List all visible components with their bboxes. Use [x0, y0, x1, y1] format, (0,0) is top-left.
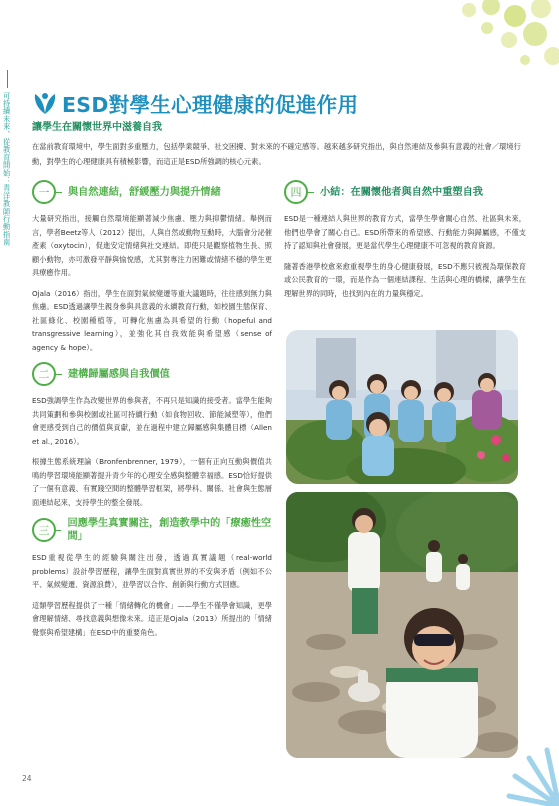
section-heading	[32, 362, 272, 386]
section-connector	[56, 192, 62, 193]
section-connector	[308, 192, 314, 193]
section-heading	[32, 180, 272, 204]
side-tab-line	[7, 70, 8, 88]
decorative-dots	[449, 0, 559, 80]
section-paragraph: 大量研究指出，接觸自然環境能顯著減少焦慮、壓力與抑鬱情緒。舉例而言，學者Beetz等人（2012）提出，人與自然或動物互動時，大腦會分泌催產素（oxytocin），促進安定情緒與社交連結。即使只是觀察植物生長、照顧小動物，亦可激發平靜與愉悅感，尤其對專注力困難或情緒不穩的學生更具療癒作用。	[32, 214, 272, 277]
section-heading	[284, 180, 526, 204]
side-tab	[0, 70, 14, 246]
section-number: 二	[32, 362, 56, 386]
section-paragraph: ESD是一種連結人與世界的教育方式，當學生學會關心自然、社區與未來，他們也學會了關心自己。ESD所帶來的希望感、行動能力與歸屬感，不僅支持了認知與社會發展，更是當代學生心理健康不可忽視的教育資源。	[284, 214, 526, 250]
section-connector	[56, 374, 62, 375]
section-heading	[32, 517, 272, 543]
right-column	[284, 180, 526, 307]
leaf-logo-icon	[32, 91, 58, 115]
intro-paragraph: 在當前教育環境中，學生面對多重壓力，包括學業競爭、社交困擾、對未來的不確定感等。越來越多研究指出，與自然連結及參與有意義的社會／環境行動，對學生的心理健康具有積極影響，而這正是ESD所強調的核心元素。	[32, 142, 521, 166]
section-4	[284, 180, 526, 300]
section-number: 一	[32, 180, 56, 204]
students-garden-photo	[286, 330, 518, 484]
section-title: 小結：在關懷他者與自然中重塑自我	[320, 186, 483, 198]
section-connector	[56, 530, 61, 531]
section-paragraph: ESD強調學生作為改變世界的參與者，不再只是知識的接受者。當學生能夠共同策劃和參與校園或社區可持續行動（如食物回收、節能減塑等），他們會更感受到自己的價值與貢獻，並在過程中建立歸屬感與集體目標（Allen et al., 2016）。	[32, 396, 272, 446]
section-paragraph: ESD重視從學生的經驗與關注出發，透過真實議題（real-world problems）設計學習歷程，讓學生面對真實世界的不安與矛盾（例如不公平、氣候變遷、資源浪費），並學習以合作、創新與行動方式回應。	[32, 553, 272, 589]
section-2	[32, 362, 272, 509]
section-paragraph: 這類學習歷程提供了一種「情緒轉化的機會」——學生不僅學會知識，更學會理解情緒、尋找意義與想像未來。這正是Ojala（2013）所提出的「情緒覺察與希望建構」在ESD中的重要角色。	[32, 600, 272, 637]
section-paragraph: Ojala（2016）指出，學生在面對氣候變遷等重大議題時，往往感到無力與焦慮。ESD透過讓學生親身參與具意義的永續教育行動，如校園生態保育、社區綠化、校園種植等，可轉化焦慮為具希望的行動（hopeful and transgressive learning），並強化其自我效能與希望感（sense of agency & hope）。	[32, 288, 272, 352]
page-subtitle: 讓學生在關懷世界中滋養自我	[32, 122, 162, 133]
section-number: 三	[32, 518, 56, 542]
page-title: ESD對學生心理健康的促進作用	[62, 93, 359, 117]
section-title: 回應學生真實關注，創造教學中的「療癒性空間」	[67, 518, 272, 542]
title-row	[32, 88, 358, 118]
side-tab-text: 可持續未來，從教育開始：青洋教師行動指南	[2, 92, 12, 246]
page-number: 24	[22, 774, 32, 783]
section-3	[32, 517, 272, 639]
section-1	[32, 180, 272, 354]
section-paragraph: 隨著香港學校愈來愈重視學生的身心健康發展，ESD不應只被視為環保教育或公民教育的一環，而是作為一個連結課程、生活與心理的橋樑，讓學生在理解世界的同時，也找到內在的力量與穩定。	[284, 261, 526, 298]
section-title: 與自然連結，舒緩壓力與提升情緒	[68, 186, 221, 198]
section-title: 建構歸屬感與自我價值	[68, 368, 170, 380]
beach-cleanup-photo	[286, 492, 518, 758]
section-number: 四	[284, 180, 308, 204]
left-column	[32, 180, 272, 646]
section-paragraph: 根據生態系統理論（Bronfenbrenner, 1979），一個有正向互動與價值共鳴的學習環境能顯著提升青少年的心理安全感與整體幸福感。ESD恰好提供了一個有意義、有實踐空間的整體學習框架，將學科、關係、社會與生態層面連結起來，支持學生的整全發展。	[32, 457, 272, 507]
